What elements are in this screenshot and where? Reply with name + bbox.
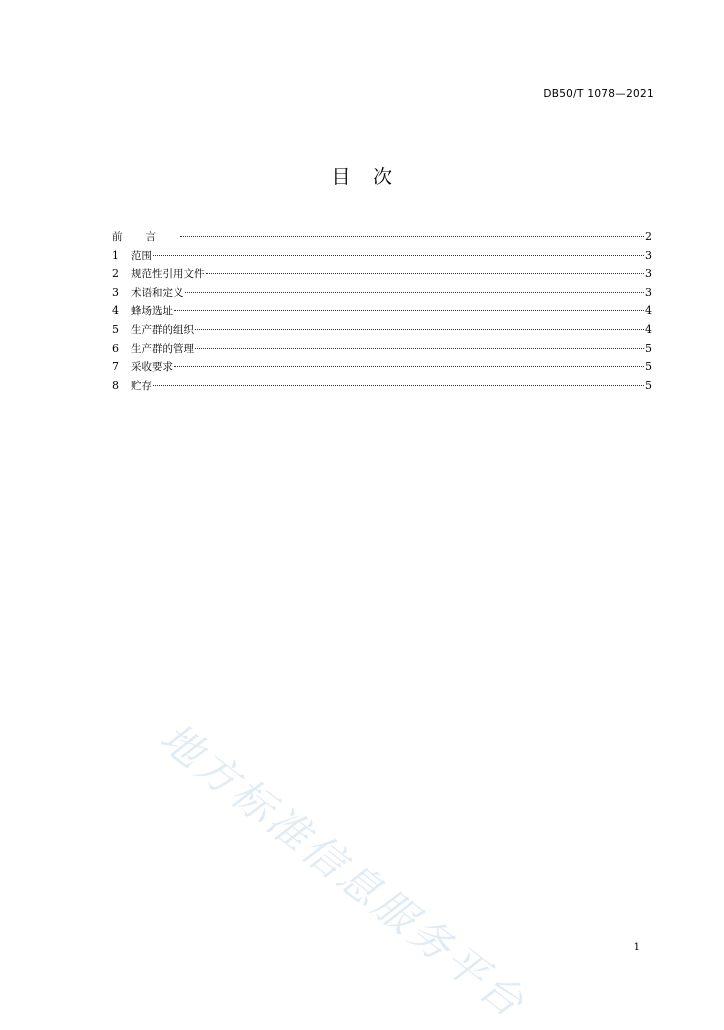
toc-entry-text: 生产群的管理 <box>131 342 194 355</box>
toc-entry-number: 6 <box>112 341 119 355</box>
table-of-contents <box>112 229 652 396</box>
toc-entry-number: 1 <box>112 248 119 262</box>
toc-leader-dots <box>195 329 644 330</box>
toc-entry-text: 前言 <box>112 231 179 243</box>
page-number: 1 <box>633 942 640 953</box>
document-code: DB50/T 1078—2021 <box>543 88 654 100</box>
toc-entry-page: 3 <box>645 267 652 281</box>
toc-entry-number: 7 <box>112 360 119 374</box>
toc-leader-dots <box>153 385 644 386</box>
toc-title-part2: 次 <box>373 166 393 188</box>
toc-entry-5[interactable] <box>112 322 652 341</box>
toc-leader-dots <box>185 292 645 293</box>
toc-entry-number: 5 <box>112 322 119 336</box>
toc-title-part1: 目 <box>331 166 351 188</box>
toc-entry-foreword[interactable] <box>112 229 652 248</box>
toc-entry-text: 规范性引用文件 <box>131 268 205 281</box>
toc-entry-text: 生产群的组织 <box>131 323 194 336</box>
toc-entry-page: 2 <box>645 230 652 243</box>
toc-entry-number: 2 <box>112 267 119 281</box>
toc-entry-4[interactable] <box>112 303 652 322</box>
toc-entry-page: 4 <box>645 304 652 318</box>
toc-entry-text: 蜂场选址 <box>131 305 173 318</box>
toc-entry-text: 采收要求 <box>131 361 173 374</box>
toc-title <box>0 162 724 189</box>
toc-entry-page: 3 <box>645 285 652 299</box>
toc-entry-page: 4 <box>645 322 652 336</box>
toc-entry-text: 范围 <box>131 249 152 262</box>
toc-leader-dots <box>180 236 644 237</box>
toc-entry-page: 3 <box>645 248 652 262</box>
toc-entry-1[interactable] <box>112 248 652 267</box>
toc-leader-dots <box>153 255 644 256</box>
toc-entry-text: 贮存 <box>131 379 152 392</box>
toc-entry-3[interactable] <box>112 285 652 304</box>
watermark: 地方标准信息服务平台 <box>151 713 536 1029</box>
toc-entry-number: 3 <box>112 285 119 299</box>
toc-leader-dots <box>195 348 644 349</box>
toc-entry-number: 4 <box>112 304 119 318</box>
toc-entry-page: 5 <box>645 341 652 355</box>
toc-entry-6[interactable] <box>112 341 652 360</box>
toc-leader-dots <box>206 273 645 274</box>
toc-leader-dots <box>174 366 644 367</box>
toc-entry-7[interactable] <box>112 359 652 378</box>
toc-leader-dots <box>174 310 644 311</box>
toc-entry-2[interactable] <box>112 266 652 285</box>
toc-entry-8[interactable] <box>112 378 652 397</box>
toc-entry-number: 8 <box>112 378 119 392</box>
toc-entry-text: 术语和定义 <box>131 286 184 299</box>
toc-entry-page: 5 <box>645 360 652 374</box>
toc-entry-page: 5 <box>645 378 652 392</box>
